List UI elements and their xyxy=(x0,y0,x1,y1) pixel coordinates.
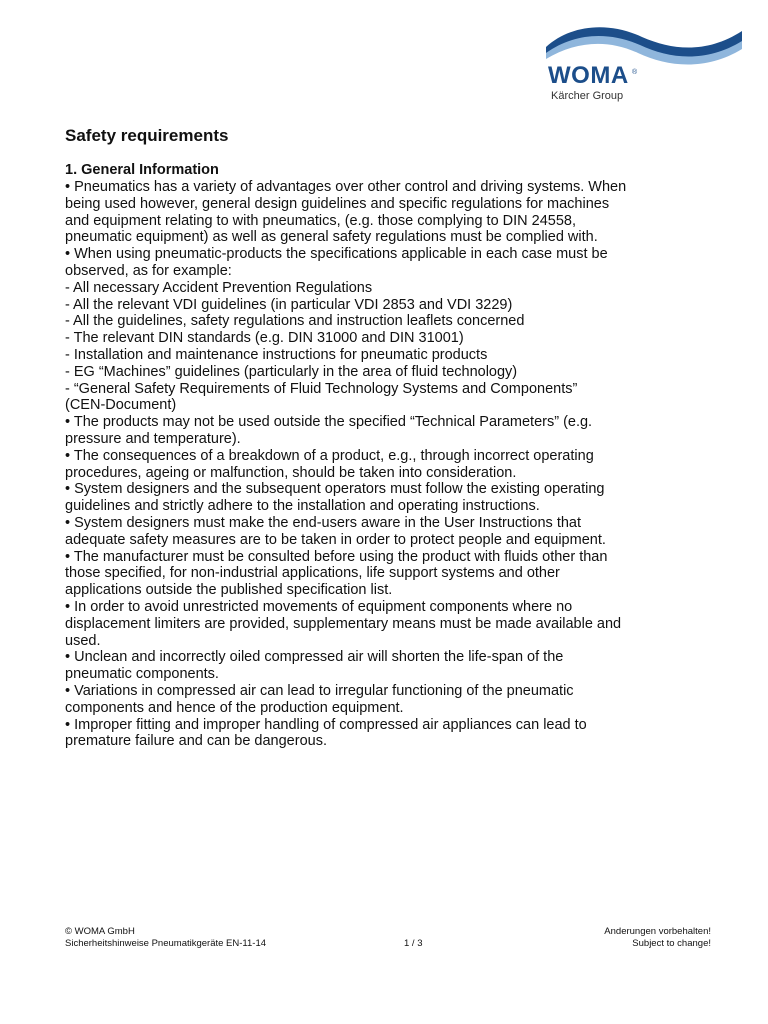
paragraph: • When using pneumatic-products the specifications applicable in each case must be observed, as for example: xyxy=(65,246,608,279)
paragraph: • Unclean and incorrectly oiled compressed air will shorten the life-span of the pneumatic components. xyxy=(65,649,564,683)
paragraph: • In order to avoid unrestricted movements of equipment components where no displacement limiters are provided, supplementary means must be made available and used. xyxy=(65,598,622,649)
list-item: - All the relevant VDI guidelines (in particular VDI 2853 and VDI 3229) xyxy=(65,296,513,313)
logo-brand-text: WOMA xyxy=(548,62,629,89)
page-title: Safety requirements xyxy=(65,126,229,145)
paragraph: • The consequences of a breakdown of a product, e.g., through incorrect operating procedures, ageing or malfunction, should be taken into consideration. xyxy=(65,447,594,481)
footer-notice-de: Anderungen vorbehalten! xyxy=(604,926,711,937)
section-heading: 1. General Information xyxy=(65,162,219,178)
paragraph: • The manufacturer must be consulted before using the product with fluids other than those specified, for non-industrial applications, life support systems and other applications outside the published specification list. xyxy=(65,548,608,599)
paragraph: • Improper fitting and improper handling of compressed air appliances can lead to premature failure and can be dangerous. xyxy=(65,716,587,750)
footer-page-number: 1 / 3 xyxy=(404,937,423,949)
paragraph: • Pneumatics has a variety of advantages over other control and driving systems. When being used however, general design guidelines and specific regulations for machines and equipment relating to with pneumatics, (e.g. those complying to DIN 24558, pneumatic equipment) as well as general safety regulations must be complied with. xyxy=(65,179,627,246)
logo-registered-mark: ® xyxy=(632,69,638,76)
footer-document-id: Sicherheitshinweise Pneumatikgeräte EN-11-14 xyxy=(65,937,267,949)
woma-logo xyxy=(546,27,742,105)
footer-notice-en: Subject to change! xyxy=(632,937,711,949)
list-item: - EG “Machines” guidelines (particularly in the area of fluid technology) xyxy=(65,363,518,380)
list-item: - The relevant DIN standards (e.g. DIN 31000 and DIN 31001) xyxy=(65,330,464,347)
list-item: - All the guidelines, safety regulations and instruction leaflets concerned xyxy=(65,313,525,330)
logo-subtitle: Kärcher Group xyxy=(551,90,624,102)
list-item: - All necessary Accident Prevention Regulations xyxy=(65,279,373,296)
footer-left xyxy=(65,926,266,949)
paragraph: • Variations in compressed air can lead to irregular functioning of the pneumatic components and hence of the production equipment. xyxy=(65,682,574,716)
list-item: - “General Safety Requirements of Fluid Technology Systems and Components” (CEN-Document) xyxy=(65,380,578,414)
paragraph: • System designers must make the end-users aware in the User Instructions that adequate safety measures are to be taken in order to protect people and equipment. xyxy=(65,514,606,548)
paragraph: • The products may not be used outside the specified “Technical Parameters” (e.g. pressure and temperature). xyxy=(65,414,593,447)
paragraph: • System designers and the subsequent operators must follow the existing operating guidelines and strictly adhere to the installation and operating instructions. xyxy=(65,481,605,515)
list-item: - Installation and maintenance instructions for pneumatic products xyxy=(65,346,488,363)
footer-copyright: © WOMA GmbH xyxy=(65,926,135,937)
body-text xyxy=(65,179,705,750)
footer-right xyxy=(604,926,711,949)
document-content xyxy=(65,125,705,750)
